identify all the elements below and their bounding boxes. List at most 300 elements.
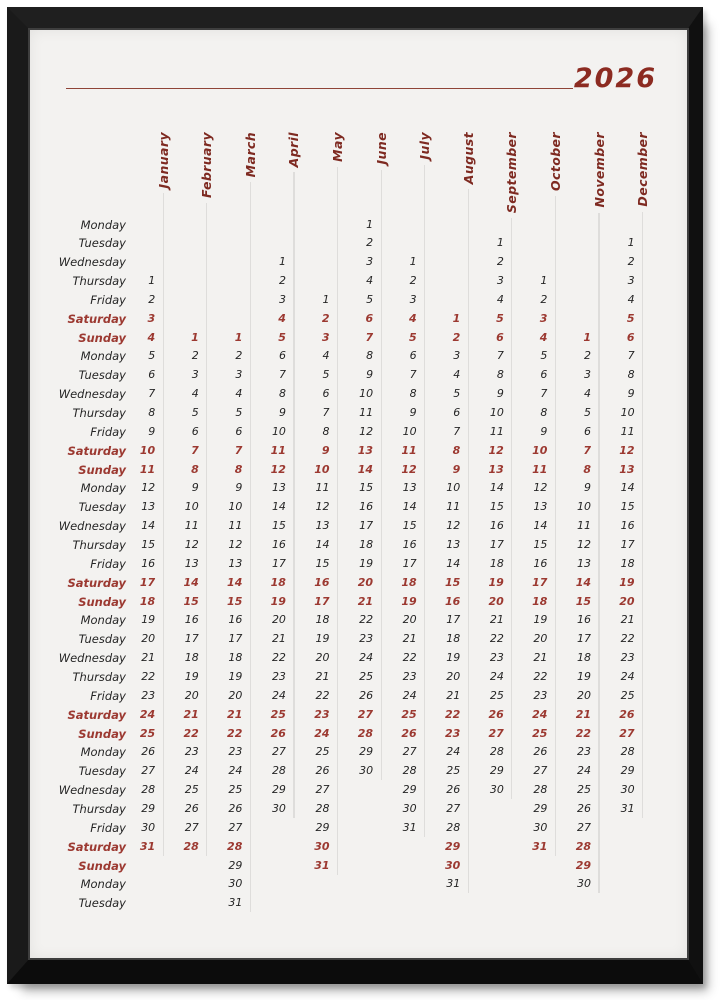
weekday-label: Friday: [90, 424, 126, 439]
date-cell: 1: [540, 274, 548, 288]
date-cell: 20: [228, 688, 243, 702]
date-cell: 5: [322, 368, 330, 382]
date-cell: 5: [453, 387, 461, 401]
date-cell: 27: [533, 764, 548, 778]
date-cell: 14: [141, 519, 156, 533]
date-cell: 5: [191, 406, 199, 420]
month-label: January: [155, 132, 171, 189]
date-cell: 29: [359, 745, 374, 759]
weekday-label: Wednesday: [58, 783, 126, 798]
date-cell: 19: [619, 575, 635, 589]
date-cell: 2: [278, 274, 286, 288]
date-cell: 20: [315, 651, 330, 665]
date-cell: 14: [489, 481, 504, 495]
date-cell: 2: [584, 349, 591, 363]
date-cell: 19: [488, 575, 504, 589]
date-cell: 10: [577, 500, 591, 514]
date-cell: 12: [577, 538, 591, 552]
date-cell: 16: [444, 594, 461, 608]
date-cell: 5: [148, 349, 156, 363]
date-cell: 24: [271, 688, 286, 702]
date-cell: 13: [402, 481, 417, 495]
date-cell: 13: [141, 500, 156, 514]
weekday-label: Saturday: [67, 311, 126, 326]
date-cell: 21: [227, 707, 243, 721]
date-cell: 11: [184, 519, 199, 533]
date-cell: 15: [533, 538, 548, 552]
weekday-label: Friday: [90, 820, 126, 835]
date-cell: 21: [271, 632, 286, 646]
date-cell: 19: [184, 670, 199, 684]
date-cell: 2: [148, 292, 156, 306]
weekday-label: Thursday: [72, 406, 126, 421]
weekday-label: Sunday: [78, 726, 126, 741]
date-cell: 25: [577, 783, 591, 797]
date-cell: 13: [577, 556, 591, 570]
date-cell: 26: [401, 726, 417, 740]
date-cell: 27: [228, 820, 243, 834]
date-cell: 29: [620, 764, 635, 778]
weekday-label: Wednesday: [58, 255, 126, 270]
weekday-label: Monday: [80, 217, 126, 232]
date-cell: 4: [496, 292, 504, 306]
date-cell: 17: [359, 519, 374, 533]
date-cell: 10: [228, 500, 243, 514]
date-cell: 2: [235, 349, 243, 363]
date-cell: 3: [191, 368, 199, 382]
date-cell: 30: [228, 877, 243, 891]
date-cell: 1: [234, 330, 243, 344]
date-cell: 7: [322, 406, 330, 420]
weekday-label: Tuesday: [78, 500, 126, 515]
date-cell: 24: [228, 764, 243, 778]
weekday-label: Tuesday: [78, 236, 126, 251]
date-cell: 12: [315, 500, 330, 514]
date-cell: 25: [270, 707, 286, 721]
date-cell: 3: [278, 292, 286, 306]
date-cell: 15: [183, 594, 199, 608]
date-cell: 2: [540, 292, 548, 306]
date-cell: 28: [575, 839, 591, 853]
date-cell: 25: [620, 688, 635, 702]
date-cell: 19: [359, 556, 374, 570]
date-cell: 26: [315, 764, 330, 778]
weekday-label: Thursday: [72, 670, 126, 685]
date-cell: 10: [402, 424, 417, 438]
date-cell: 1: [278, 255, 286, 269]
date-cell: 8: [234, 462, 243, 476]
weekday-label: Monday: [80, 613, 126, 628]
date-cell: 17: [314, 594, 330, 608]
date-cell: 7: [278, 368, 286, 382]
date-cell: 11: [228, 519, 243, 533]
date-cell: 6: [278, 349, 286, 363]
date-cell: 25: [446, 764, 461, 778]
date-cell: 11: [577, 519, 591, 533]
date-cell: 11: [532, 462, 548, 476]
date-cell: 12: [270, 462, 286, 476]
date-cell: 23: [444, 726, 461, 740]
date-cell: 2: [191, 349, 199, 363]
date-cell: 22: [271, 651, 286, 665]
date-cell: 16: [533, 556, 548, 570]
date-cell: 23: [228, 745, 243, 759]
date-cell: 18: [489, 556, 504, 570]
date-cell: 26: [533, 745, 548, 759]
date-cell: 14: [227, 575, 243, 589]
weekday-label: Tuesday: [78, 896, 126, 911]
date-cell: 20: [446, 670, 461, 684]
date-cell: 28: [489, 745, 504, 759]
date-cell: 13: [228, 556, 243, 570]
date-cell: 28: [533, 783, 548, 797]
date-cell: 4: [453, 368, 461, 382]
month-label: May: [330, 132, 346, 162]
date-cell: 25: [401, 707, 417, 721]
date-cell: 5: [626, 311, 635, 325]
weekday-label: Wednesday: [58, 387, 126, 402]
weekday-label: Saturday: [67, 575, 126, 590]
date-cell: 19: [228, 670, 243, 684]
date-cell: 21: [620, 613, 635, 627]
date-cell: 3: [539, 311, 548, 325]
date-cell: 20: [141, 632, 156, 646]
date-cell: 30: [271, 802, 286, 816]
weekday-label: Sunday: [78, 858, 126, 873]
date-cell: 19: [401, 594, 417, 608]
date-cell: 4: [366, 274, 374, 288]
date-cell: 6: [148, 368, 156, 382]
date-cell: 24: [314, 726, 330, 740]
date-cell: 31: [402, 820, 417, 834]
date-cell: 20: [184, 688, 199, 702]
weekday-label: Wednesday: [58, 651, 126, 666]
date-cell: 29: [141, 802, 156, 816]
date-cell: 6: [453, 406, 461, 420]
date-cell: 10: [271, 424, 286, 438]
year-title: 2026: [573, 63, 657, 94]
date-cell: 28: [183, 839, 199, 853]
date-cell: 12: [228, 538, 243, 552]
date-cell: 9: [321, 443, 330, 457]
date-cell: 7: [540, 387, 548, 401]
date-cell: 17: [620, 538, 635, 552]
date-cell: 23: [533, 688, 548, 702]
date-cell: 30: [141, 820, 156, 834]
date-cell: 24: [446, 745, 461, 759]
date-cell: 2: [627, 255, 635, 269]
date-cell: 16: [489, 519, 504, 533]
date-cell: 9: [540, 424, 548, 438]
date-cell: 2: [366, 236, 374, 250]
date-cell: 3: [321, 330, 330, 344]
date-cell: 20: [619, 594, 635, 608]
date-cell: 30: [533, 820, 548, 834]
weekday-label: Wednesday: [58, 519, 126, 534]
date-cell: 6: [191, 424, 199, 438]
date-cell: 17: [184, 632, 199, 646]
date-cell: 29: [533, 802, 548, 816]
month-label: April: [286, 132, 302, 168]
date-cell: 23: [184, 745, 199, 759]
date-cell: 1: [496, 236, 504, 250]
date-cell: 2: [496, 255, 504, 269]
date-cell: 27: [184, 820, 199, 834]
date-cell: 27: [488, 726, 504, 740]
weekday-label: Tuesday: [78, 368, 126, 383]
date-cell: 19: [533, 613, 548, 627]
month-label: February: [199, 132, 215, 199]
date-cell: 21: [446, 688, 461, 702]
date-cell: 10: [314, 462, 330, 476]
date-cell: 27: [446, 802, 461, 816]
date-cell: 28: [271, 764, 286, 778]
date-cell: 21: [489, 613, 504, 627]
date-cell: 2: [452, 330, 461, 344]
date-cell: 8: [540, 406, 548, 420]
date-cell: 22: [620, 632, 635, 646]
date-cell: 30: [577, 877, 591, 891]
date-cell: 27: [402, 745, 417, 759]
date-cell: 3: [496, 274, 504, 288]
date-cell: 4: [147, 330, 156, 344]
date-cell: 30: [489, 783, 504, 797]
date-cell: 8: [148, 406, 156, 420]
date-cell: 17: [139, 575, 156, 589]
date-cell: 15: [489, 500, 504, 514]
date-cell: 25: [532, 726, 548, 740]
date-cell: 17: [402, 556, 417, 570]
date-cell: 29: [489, 764, 504, 778]
date-cell: 1: [366, 217, 374, 231]
date-cell: 15: [444, 575, 461, 589]
date-cell: 15: [271, 519, 286, 533]
date-cell: 7: [496, 349, 504, 363]
date-cell: 12: [488, 443, 504, 457]
date-cell: 17: [228, 632, 243, 646]
date-cell: 23: [402, 670, 417, 684]
date-cell: 10: [139, 443, 156, 457]
date-cell: 30: [444, 858, 461, 872]
date-cell: 9: [409, 406, 417, 420]
date-cell: 9: [278, 406, 286, 420]
date-cell: 27: [141, 764, 156, 778]
date-cell: 8: [409, 387, 417, 401]
weekday-label: Monday: [80, 877, 126, 892]
month-label: August: [460, 132, 476, 185]
date-cell: 15: [359, 481, 374, 495]
date-cell: 10: [532, 443, 548, 457]
date-cell: 11: [489, 424, 504, 438]
date-cell: 26: [359, 688, 374, 702]
date-cell: 29: [444, 839, 461, 853]
date-cell: 15: [620, 500, 635, 514]
date-cell: 15: [402, 519, 417, 533]
date-cell: 18: [359, 538, 374, 552]
date-cell: 3: [453, 349, 461, 363]
date-cell: 31: [228, 896, 243, 910]
date-cell: 8: [366, 349, 374, 363]
date-cell: 9: [366, 368, 374, 382]
date-cell: 13: [357, 443, 374, 457]
date-cell: 23: [271, 670, 286, 684]
date-cell: 20: [402, 613, 417, 627]
date-cell: 26: [619, 707, 635, 721]
date-cell: 7: [627, 349, 635, 363]
date-cell: 7: [583, 443, 591, 457]
date-cell: 7: [409, 368, 417, 382]
date-cell: 22: [444, 707, 461, 721]
date-cell: 26: [184, 802, 199, 816]
date-cell: 18: [532, 594, 548, 608]
date-cell: 13: [315, 519, 330, 533]
date-cell: 28: [620, 745, 635, 759]
date-cell: 3: [366, 255, 374, 269]
date-cell: 17: [577, 632, 591, 646]
date-cell: 29: [271, 783, 286, 797]
date-cell: 9: [235, 481, 243, 495]
date-cell: 20: [577, 688, 591, 702]
weekday-label: Saturday: [67, 443, 126, 458]
date-cell: 29: [228, 858, 243, 872]
date-cell: 31: [139, 839, 156, 853]
date-cell: 26: [141, 745, 156, 759]
date-cell: 7: [148, 387, 156, 401]
date-cell: 5: [496, 311, 504, 325]
date-cell: 17: [271, 556, 286, 570]
date-cell: 18: [228, 651, 243, 665]
date-cell: 12: [359, 424, 374, 438]
date-cell: 24: [489, 670, 504, 684]
picture-frame: [7, 7, 703, 984]
date-cell: 23: [620, 651, 635, 665]
date-cell: 16: [620, 519, 635, 533]
date-cell: 14: [315, 538, 330, 552]
date-cell: 7: [191, 443, 199, 457]
date-cell: 18: [270, 575, 286, 589]
date-cell: 25: [228, 783, 243, 797]
date-cell: 6: [626, 330, 635, 344]
date-cell: 4: [409, 311, 417, 325]
date-cell: 13: [533, 500, 548, 514]
date-cell: 27: [271, 745, 286, 759]
date-cell: 22: [183, 726, 199, 740]
date-cell: 1: [627, 236, 635, 250]
date-cell: 13: [619, 462, 635, 476]
date-cell: 21: [183, 707, 199, 721]
date-cell: 5: [366, 292, 374, 306]
date-cell: 9: [584, 481, 591, 495]
date-cell: 10: [620, 406, 635, 420]
date-cell: 17: [489, 538, 504, 552]
date-cell: 18: [184, 651, 199, 665]
date-cell: 25: [139, 726, 156, 740]
date-cell: 28: [315, 802, 330, 816]
date-cell: 8: [191, 462, 199, 476]
date-cell: 23: [141, 688, 156, 702]
date-cell: 10: [184, 500, 199, 514]
date-cell: 18: [620, 556, 635, 570]
date-cell: 13: [184, 556, 199, 570]
date-cell: 26: [446, 783, 461, 797]
date-cell: 6: [365, 311, 374, 325]
date-cell: 24: [620, 670, 635, 684]
date-cell: 27: [357, 707, 374, 721]
month-label: September: [504, 132, 520, 214]
date-cell: 25: [489, 688, 504, 702]
date-cell: 27: [619, 726, 635, 740]
date-cell: 3: [409, 292, 417, 306]
date-cell: 8: [496, 368, 504, 382]
weekday-label: Thursday: [72, 274, 126, 289]
date-cell: 15: [575, 594, 591, 608]
date-cell: 11: [620, 424, 635, 438]
date-cell: 4: [191, 387, 199, 401]
date-cell: 23: [489, 651, 504, 665]
weekday-label: Thursday: [72, 802, 126, 817]
date-cell: 22: [227, 726, 243, 740]
date-cell: 3: [627, 274, 635, 288]
date-cell: 18: [401, 575, 417, 589]
weekday-label: Friday: [90, 688, 126, 703]
date-cell: 6: [409, 349, 417, 363]
date-cell: 22: [489, 632, 504, 646]
date-cell: 11: [401, 443, 417, 457]
date-cell: 5: [278, 330, 286, 344]
date-cell: 26: [228, 802, 243, 816]
date-cell: 20: [533, 632, 548, 646]
date-cell: 6: [584, 424, 591, 438]
weekday-label: Thursday: [72, 538, 126, 553]
date-cell: 6: [235, 424, 243, 438]
date-cell: 12: [184, 538, 199, 552]
date-cell: 18: [315, 613, 330, 627]
weekday-label: Tuesday: [78, 632, 126, 647]
date-cell: 10: [489, 406, 504, 420]
date-cell: 16: [141, 556, 156, 570]
weekday-label: Tuesday: [78, 764, 126, 779]
date-cell: 15: [141, 538, 156, 552]
date-cell: 16: [314, 575, 330, 589]
date-cell: 22: [315, 688, 330, 702]
date-cell: 17: [446, 613, 461, 627]
date-cell: 4: [278, 311, 286, 325]
date-cell: 7: [234, 443, 243, 457]
date-cell: 16: [577, 613, 591, 627]
weekday-label: Monday: [80, 349, 126, 364]
date-cell: 28: [402, 764, 417, 778]
date-cell: 1: [148, 274, 156, 288]
date-cell: 18: [446, 632, 461, 646]
month-label: November: [591, 132, 607, 208]
date-cell: 21: [141, 651, 156, 665]
date-cell: 25: [359, 670, 374, 684]
date-cell: 16: [271, 538, 286, 552]
date-cell: 29: [575, 858, 591, 872]
date-cell: 24: [139, 707, 156, 721]
date-cell: 14: [533, 519, 548, 533]
date-cell: 31: [446, 877, 461, 891]
date-cell: 12: [446, 519, 461, 533]
date-cell: 14: [620, 481, 635, 495]
date-cell: 22: [575, 726, 591, 740]
date-cell: 12: [619, 443, 635, 457]
date-cell: 7: [453, 424, 461, 438]
date-cell: 20: [271, 613, 286, 627]
date-cell: 15: [315, 556, 330, 570]
date-cell: 22: [359, 613, 374, 627]
weekday-label: Sunday: [78, 594, 126, 609]
